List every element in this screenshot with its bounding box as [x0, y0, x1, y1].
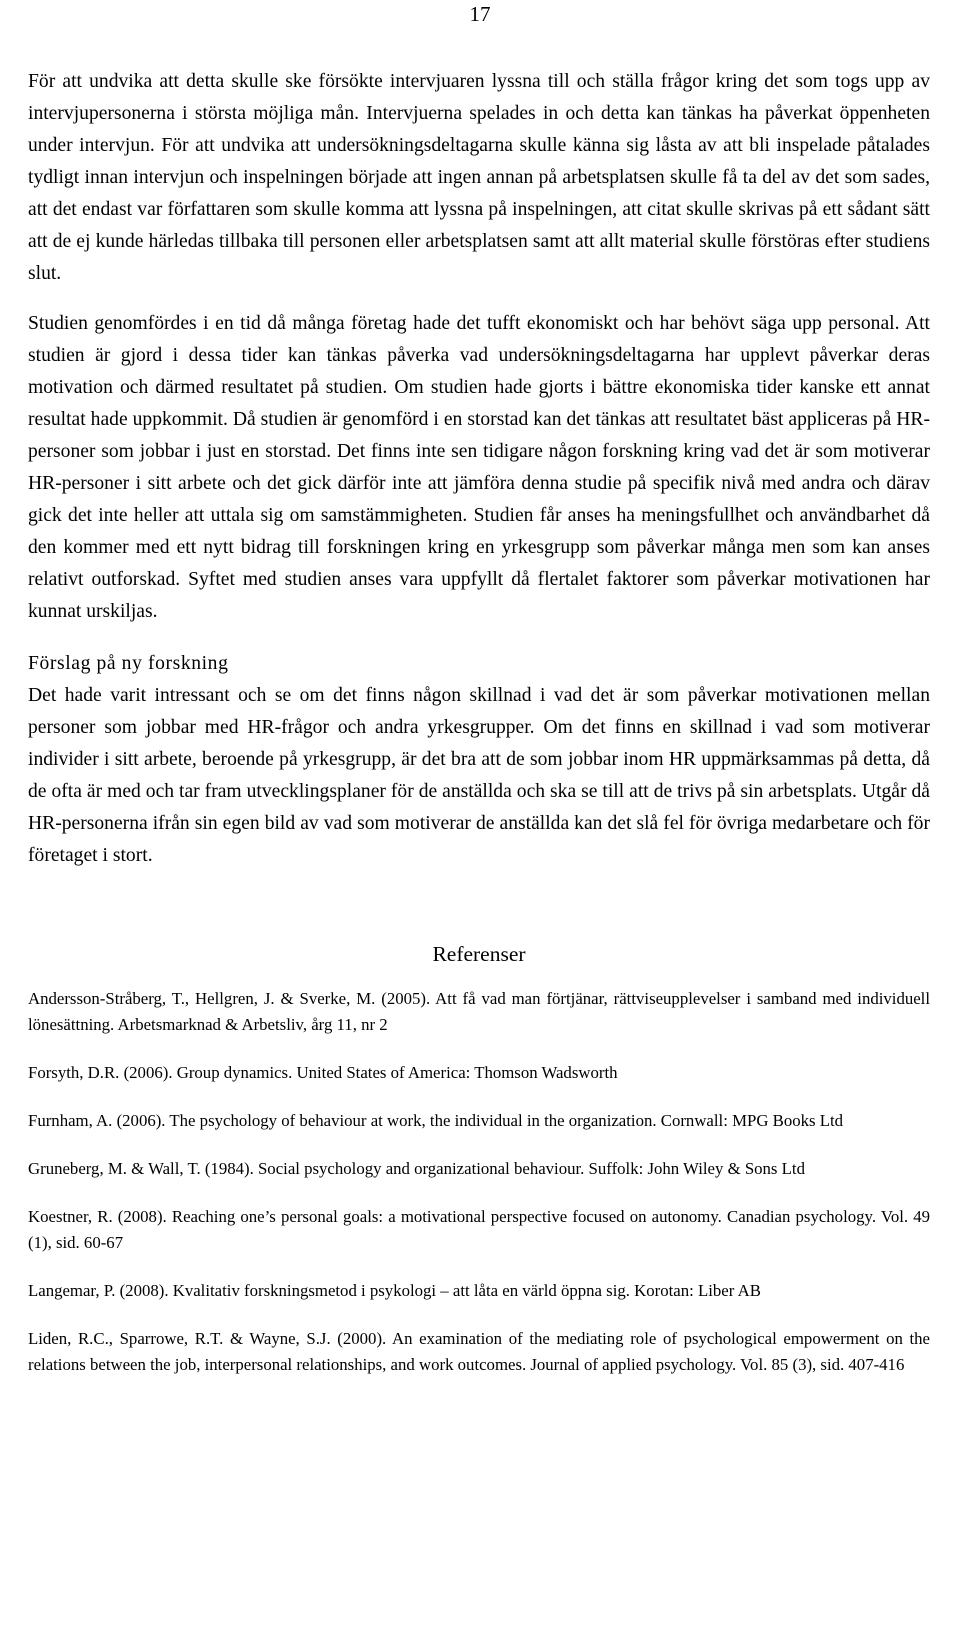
references-title: Referenser: [432, 942, 526, 966]
reference-item: Forsyth, D.R. (2006). Group dynamics. United States of America: Thomson Wadsworth: [28, 1063, 618, 1082]
page-body: [28, 66, 930, 1400]
section-paragraph: Det hade varit intressant och se om det finns någon skillnad i vad det är som påverkar motivationen mellan personer som jobbar med HR-frågor och andra yrkesgrupper. Om det finns en skillnad i vad som motiverar individer i sitt arbete, beroende på yrkesgrupp, är det bra att de som jobbar inom HR uppmärksammas på detta, då de ofta är med och tar fram utvecklingsplaner för de anställda och ska se till att de trivs på sin arbetsplats. Utgår då HR-personerna ifrån sin egen bild av vad som motiverar de anställda kan det slå fel för övriga medarbetare och för företaget i stort.: [28, 685, 930, 866]
page-number: 17: [469, 2, 491, 26]
reference-item: Langemar, P. (2008). Kvalitativ forskningsmetod i psykologi – att låta en värld öppna sig. Korotan: Liber AB: [28, 1281, 761, 1300]
reference-item: Gruneberg, M. & Wall, T. (1984). Social psychology and organizational behaviour. Suffolk: John Wiley & Sons Ltd: [28, 1159, 805, 1178]
reference-item: Furnham, A. (2006). The psychology of behaviour at work, the individual in the organization. Cornwall: MPG Books Ltd: [28, 1111, 844, 1130]
references-list: [28, 986, 930, 1378]
body-paragraph-2: Studien genomfördes i en tid då många företag hade det tufft ekonomiskt och har behövt säga upp personal. Att studien är gjord i dessa tider kan tänkas påverka vad undersökningsdeltagarna har upplevt påverkar deras motivation och därmed resultatet på studien. Om studien hade gjorts i bättre ekonomiska tider kanske ett annat resultat hade uppkommit. Då studien är genomförd i en storstad kan det tänkas att resultatet bäst appliceras på HR-personer som jobbar i just en storstad. Det finns inte sen tidigare någon forskning kring vad det är som motiverar HR-personer i sitt arbete och det gick därför inte att jämföra denna studie på specifik nivå med andra och därav gick det inte heller att uttala sig om samstämmigheten. Studien får anses ha meningsfullhet och användbarhet då den kommer med ett nytt bidrag till forskningen kring en yrkesgrupp som påverkar många men som kan anses relativt outforskad. Syftet med studien anses vara uppfyllt då flertalet faktorer som påverkar motivationen har kunnat urskiljas.: [28, 313, 930, 622]
section-heading: Förslag på ny forskning: [28, 653, 229, 674]
body-paragraph-1: För att undvika att detta skulle ske försökte intervjuaren lyssna till och ställa frågor kring det som togs upp av intervjupersonerna i största möjliga mån. Intervjuerna spelades in och detta kan tänkas ha påverkat öppenheten under intervjun. För att undvika att undersökningsdeltagarna skulle känna sig låsta av att bli inspelade påtalades tydligt innan intervjun och inspelningen började att ingen annan på arbetsplatsen skulle få ta del av det som sades, att det endast var författaren som skulle komma att lyssna på inspelningen, att citat skulle skrivas på ett sådant sätt att de ej kunde härledas tillbaka till personen eller arbetsplatsen samt att allt material skulle förstöras efter studiens slut.: [28, 71, 930, 284]
reference-item: Koestner, R. (2008). Reaching one’s personal goals: a motivational perspective focused on autonomy. Canadian psychology. Vol. 49 (1), sid. 60-67: [28, 1207, 930, 1252]
reference-item: Liden, R.C., Sparrowe, R.T. & Wayne, S.J. (2000). An examination of the mediating role of psychological empowerment on the relations between the job, interpersonal relationships, and work outcomes. Journal of applied psychology. Vol. 85 (3), sid. 407-416: [28, 1329, 930, 1374]
reference-item: Andersson-Stråberg, T., Hellgren, J. & Sverke, M. (2005). Att få vad man förtjänar, rättviseupplevelser i samband med individuell lönesättning. Arbetsmarknad & Arbetsliv, årg 11, nr 2: [28, 989, 930, 1034]
